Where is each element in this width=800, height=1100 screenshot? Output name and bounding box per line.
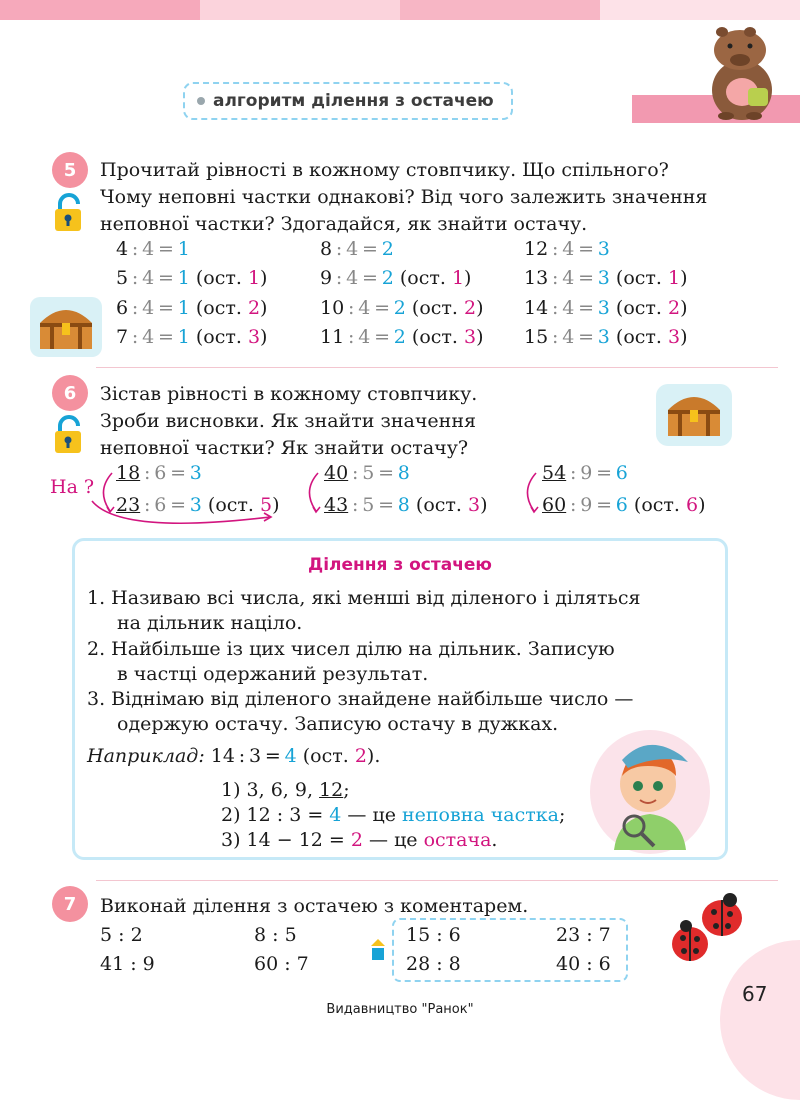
divisor: 4 [346,267,359,289]
dividend: 11 [320,326,345,348]
remainder: 3 [668,326,681,348]
divisor: 6 [154,462,167,484]
house-marker-icon [369,938,387,962]
step-1-text: 1) 3, 6, 9, [221,779,320,801]
example-line: Наприклад: 14 : 3 = 4 (ост. 2). [87,745,381,767]
task-6-equation: 40 : 5 = 8 [324,462,410,484]
example-dividend: 14 [210,745,235,767]
task-6-equation: 18 : 6 = 3 [116,462,202,484]
top-stripe-2 [200,0,400,20]
step-3-mid: — це [363,829,424,851]
ost-label: ост. [215,494,254,516]
treasure-chest-icon [30,293,102,359]
step-2-text: 2) 12 : 3 = [221,804,330,826]
task-5-line-2: Чому неповні частки однакові? Від чого залежить значення [100,186,708,208]
divisor: 6 [154,494,167,516]
rule-line-6: одержую остачу. Записую остачу в дужках. [117,713,559,735]
task-6-equation: 60 : 9 = 6 (ост. 6) [542,494,706,516]
quotient: 1 [177,326,190,348]
bullet-icon [197,97,205,105]
top-stripe-4 [600,0,800,20]
dividend: 60 [542,494,567,516]
task-5-equation: 7 : 4 = 1 (ост. 3) [116,326,268,348]
ost-label: ост. [423,494,462,516]
step-2 [221,804,565,826]
divider [96,880,778,881]
ost-label: ост. [203,326,242,348]
quotient: 3 [597,267,610,289]
remainder: 5 [260,494,273,516]
divisor: 4 [562,326,575,348]
quotient: 2 [381,267,394,289]
lock-icon [52,414,86,456]
task-7-item: 5 : 2 [100,924,143,946]
remainder: 6 [686,494,699,516]
quotient: 1 [177,238,190,260]
remainder: 2 [464,297,477,319]
ost-label: ост. [623,297,662,319]
step-2-end: ; [558,804,566,826]
ost-label: ост. [623,267,662,289]
topic-tag [183,82,513,120]
task-7-item: 28 : 8 [406,953,461,975]
ladybug-illustration-icon [666,892,750,968]
quotient: 3 [189,462,202,484]
divisor: 5 [362,494,375,516]
divisor: 4 [358,297,371,319]
remainder: 3 [464,326,477,348]
dividend: 23 [116,494,141,516]
divisor: 4 [358,326,371,348]
quotient: 3 [597,238,610,260]
rule-line-2: на дільник націло. [117,612,303,634]
divisor: 4 [562,297,575,319]
ost-label: ост. [641,494,680,516]
quotient: 6 [615,462,628,484]
quotient: 3 [189,494,202,516]
dividend: 40 [324,462,349,484]
remainder: 2 [668,297,681,319]
rule-line-3: 2. Найбільше із цих чисел ділю на дільник. Записую [87,638,615,660]
step-3-term: остача [423,829,492,851]
hint-label: На ? [50,476,95,498]
divisor: 4 [142,238,155,260]
dividend: 10 [320,297,345,319]
task-5-equation: 14 : 4 = 3 (ост. 2) [524,297,688,319]
step-2-quotient: 4 [329,804,342,826]
divisor: 9 [580,494,593,516]
task-6-equation: 23 : 6 = 3 (ост. 5) [116,494,280,516]
task-6-line-3: неповної частки? Як знайти остачу? [100,437,469,459]
ost-label: ост. [419,297,458,319]
divider [96,367,778,368]
lock-icon [52,192,86,234]
dividend: 7 [116,326,129,348]
dividend: 9 [320,267,333,289]
ost-label: ост. [203,297,242,319]
task-5-equation: 13 : 4 = 3 (ост. 1) [524,267,688,289]
task-6-line-1: Зістав рівності в кожному стовпчику. [100,383,478,405]
quotient: 3 [597,326,610,348]
example-remainder: 2 [354,745,367,767]
quotient: 2 [381,238,394,260]
dividend: 15 [524,326,549,348]
task-5-badge: 5 [52,152,88,188]
task-5-equation: 12 : 4 = 3 [524,238,610,260]
ost-label: ост. [203,267,242,289]
top-stripe-3 [400,0,600,20]
remainder: 3 [468,494,481,516]
publisher: Видавництво "Ранок" [326,1002,474,1017]
task-7-item: 41 : 9 [100,953,155,975]
page-number: 67 [742,982,768,1006]
remainder: 1 [668,267,681,289]
top-stripe-1 [0,0,200,20]
dividend: 12 [524,238,549,260]
step-2-term: неповна частка [401,804,559,826]
quotient: 8 [397,462,410,484]
quotient: 1 [177,297,190,319]
task-5-equation: 4 : 4 = 1 [116,238,190,260]
remainder: 3 [247,326,261,348]
task-5-equation: 9 : 4 = 2 (ост. 1) [320,267,472,289]
remainder: 1 [451,267,465,289]
step-1-underlined: 12 [319,779,344,801]
task-5-line-3: неповної частки? Здогадайся, як знайти остачу. [100,213,588,235]
step-1-end: ; [343,779,350,801]
quotient: 8 [397,494,410,516]
step-3-text: 3) 14 − 12 = [221,829,351,851]
task-5-equation: 6 : 4 = 1 (ост. 2) [116,297,268,319]
ost-label: ост. [407,267,446,289]
task-6-line-2: Зроби висновки. Як знайти значення [100,410,476,432]
task-7-item: 23 : 7 [556,924,611,946]
task-7-item: 8 : 5 [254,924,297,946]
dividend: 18 [116,462,141,484]
rule-line-4: в частці одержаний результат. [117,663,429,685]
task-7-item: 40 : 6 [556,953,611,975]
quotient: 3 [597,297,610,319]
dividend: 6 [116,297,129,319]
rules-title: Ділення з остачею [308,555,492,575]
divisor: 5 [362,462,375,484]
step-3-remainder: 2 [350,829,363,851]
rule-line-1: 1. Називаю всі числа, які менші від діленого і діляться [87,587,641,609]
task-6-badge: 6 [52,375,88,411]
task-6-equation: 54 : 9 = 6 [542,462,628,484]
example-ost: ост. [310,745,349,767]
divisor: 4 [562,267,575,289]
dividend: 14 [524,297,549,319]
dividend: 8 [320,238,333,260]
task-7-item: 60 : 7 [254,953,309,975]
dividend: 43 [324,494,349,516]
task-5-equation: 11 : 4 = 2 (ост. 3) [320,326,484,348]
task-7-text: Виконай ділення з остачею з коментарем. [100,895,529,917]
example-label: Наприклад: [87,745,205,767]
task-5-line-1: Прочитай рівності в кожному стовпчику. Що спільного? [100,159,669,181]
quotient: 6 [615,494,628,516]
step-2-mid: — це [341,804,402,826]
quotient: 2 [393,297,406,319]
task-7-badge: 7 [52,886,88,922]
step-1 [221,779,350,801]
topic-text: алгоритм ділення з остачею [213,91,494,111]
ost-label: ост. [623,326,662,348]
example-quotient: 4 [284,745,297,767]
rule-line-5: 3. Віднімаю від діленого знайдене найбільше число — [87,688,634,710]
quotient: 2 [393,326,406,348]
step-3-end: . [491,829,498,851]
quotient: 1 [177,267,190,289]
task-5-equation: 15 : 4 = 3 (ост. 3) [524,326,688,348]
ost-label: ост. [419,326,458,348]
divisor: 4 [142,297,155,319]
divisor: 9 [580,462,593,484]
remainder: 2 [247,297,261,319]
capybara-illustration-icon [700,18,780,122]
divisor: 4 [562,238,575,260]
task-6-equation: 43 : 5 = 8 (ост. 3) [324,494,488,516]
remainder: 1 [247,267,261,289]
divisor: 4 [142,326,155,348]
task-7-item: 15 : 6 [406,924,461,946]
step-3 [221,829,497,851]
boy-magnifier-illustration-icon [588,726,712,856]
divisor: 4 [346,238,359,260]
task-5-equation: 10 : 4 = 2 (ост. 2) [320,297,484,319]
dividend: 13 [524,267,549,289]
example-divisor: 3 [248,745,262,767]
divisor: 4 [142,267,155,289]
dividend: 4 [116,238,129,260]
dividend: 5 [116,267,129,289]
task-5-equation: 5 : 4 = 1 (ост. 1) [116,267,268,289]
dividend: 54 [542,462,567,484]
treasure-chest-icon [656,378,732,448]
task-5-equation: 8 : 4 = 2 [320,238,394,260]
